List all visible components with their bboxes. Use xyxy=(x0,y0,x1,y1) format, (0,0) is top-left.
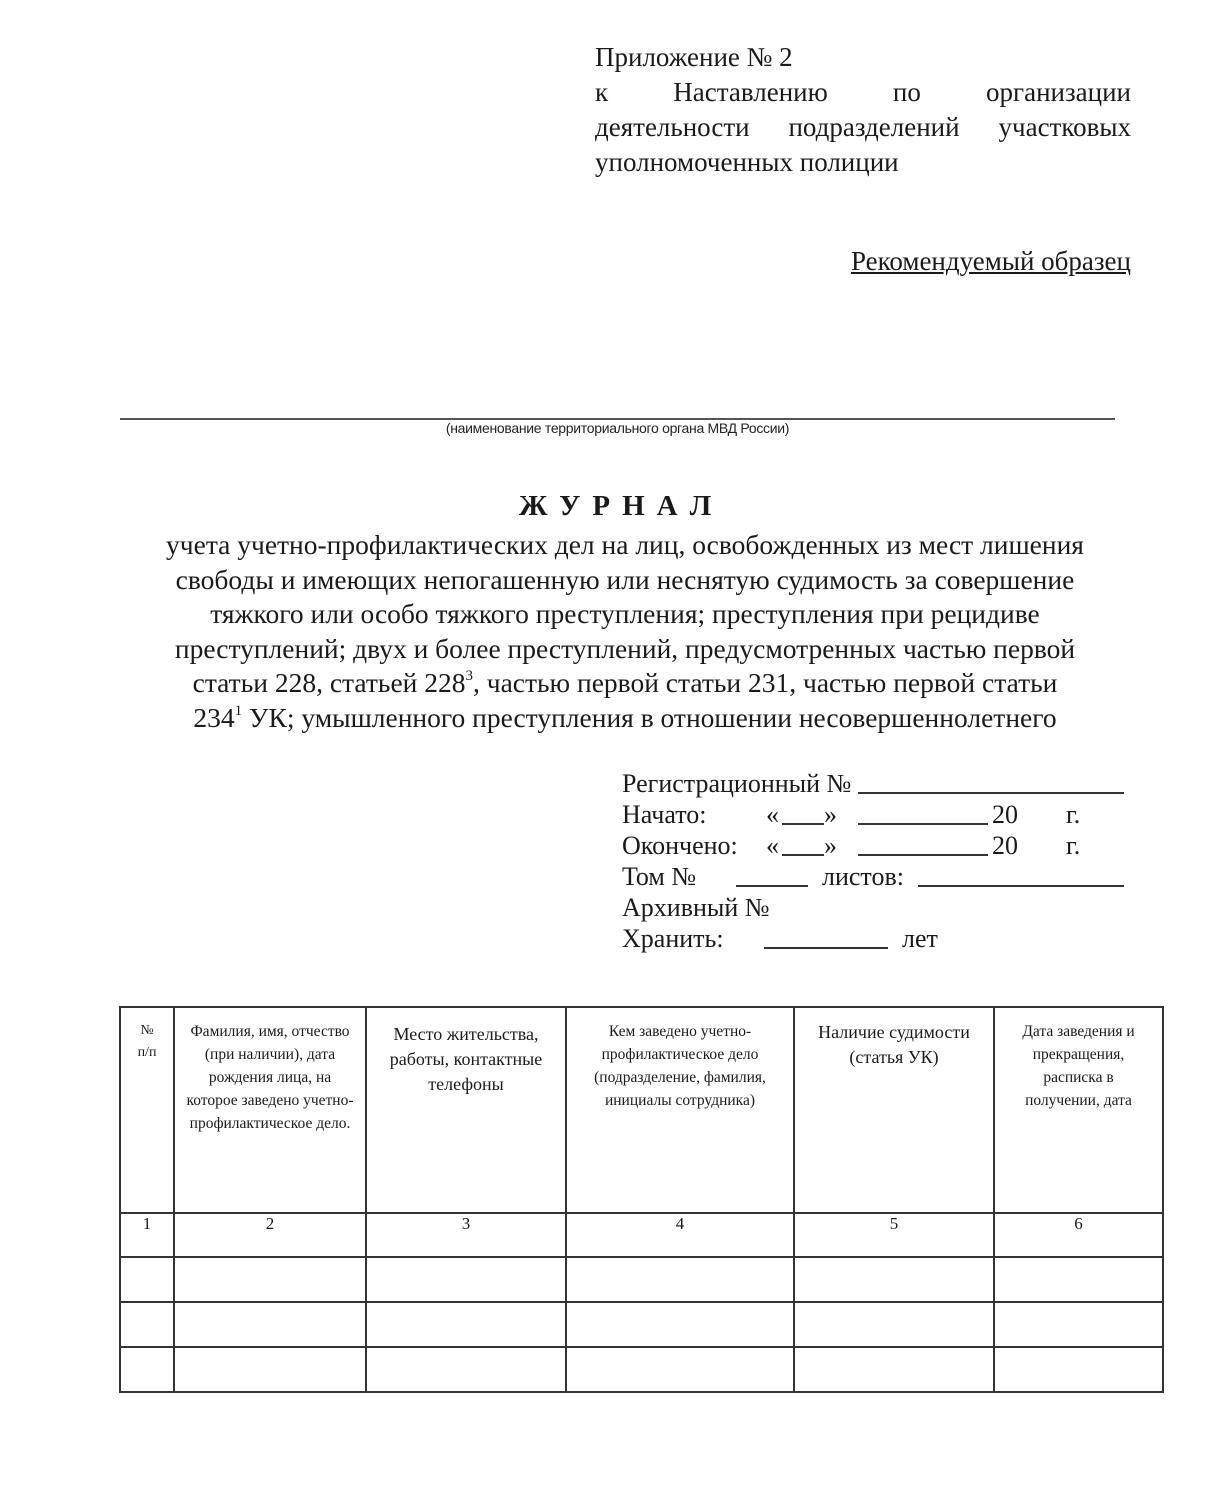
superscript: 3 xyxy=(465,668,473,685)
volume-label: Том № xyxy=(622,862,697,891)
sheets-field[interactable] xyxy=(918,861,1124,887)
keep-years-field[interactable] xyxy=(764,923,888,949)
table-cell[interactable] xyxy=(174,1302,366,1347)
volume-field[interactable] xyxy=(736,861,808,887)
column-number-row xyxy=(120,1213,1163,1257)
appendix-line: к Наставлению по организации xyxy=(595,77,1131,107)
appendix-line: деятельности подразделений участковых xyxy=(595,112,1131,142)
year-suffix: г. xyxy=(1066,800,1081,829)
years-label: лет xyxy=(902,924,938,953)
appendix-block xyxy=(595,40,1131,180)
table-row xyxy=(120,1302,1163,1347)
table-cell[interactable] xyxy=(366,1257,566,1302)
finished-row xyxy=(622,830,1142,861)
archive-label: Архивный № xyxy=(622,893,770,922)
table-header-row xyxy=(120,1007,1163,1213)
table-cell[interactable] xyxy=(366,1302,566,1347)
table-cell[interactable] xyxy=(174,1257,366,1302)
table-header-cell: Дата заведения и прекращения, расписка в получении, дата xyxy=(994,1007,1163,1213)
table-cell[interactable] xyxy=(566,1347,794,1392)
appendix-line: уполномоченных полиции xyxy=(595,147,899,177)
table-cell[interactable] xyxy=(174,1347,366,1392)
subtitle-line: учета учетно-профилактических дел на лиц, освобожденных из мест лишения xyxy=(166,529,1084,560)
registration-label: Регистрационный № xyxy=(622,769,852,798)
quote-close: » xyxy=(824,831,837,860)
table-cell[interactable] xyxy=(566,1257,794,1302)
column-number: 3 xyxy=(366,1213,566,1257)
table-header-cell: № п/п xyxy=(120,1007,174,1213)
year-prefix: 20 xyxy=(992,831,1018,860)
subtitle-line: свободы и имеющих непогашенную или неснятую судимость за совершение xyxy=(175,563,1075,595)
table-cell[interactable] xyxy=(794,1257,994,1302)
table-cell[interactable] xyxy=(120,1347,174,1392)
column-number: 1 xyxy=(120,1213,174,1257)
table-header-cell: Место жительства, работы, контактные телефоны xyxy=(366,1007,566,1213)
table-cell[interactable] xyxy=(994,1257,1163,1302)
quote-close: » xyxy=(824,800,837,829)
journal-title: ЖУРНАЛ xyxy=(518,490,724,522)
appendix-title: Приложение № 2 xyxy=(595,42,793,72)
table-cell[interactable] xyxy=(566,1302,794,1347)
quote-open: « xyxy=(766,831,779,860)
keep-label: Хранить: xyxy=(622,924,724,953)
table-cell[interactable] xyxy=(794,1347,994,1392)
subtitle-line xyxy=(110,666,1140,701)
table-header-cell: Наличие судимости (статья УК) xyxy=(794,1007,994,1213)
quote-open: « xyxy=(766,800,779,829)
sheets-label: листов: xyxy=(822,862,904,891)
journal-table xyxy=(119,1006,1164,1393)
column-number: 4 xyxy=(566,1213,794,1257)
org-name-caption: (наименование территориального органа МВД России) xyxy=(445,420,790,436)
superscript: 1 xyxy=(234,702,243,719)
registration-row xyxy=(622,768,1142,799)
started-label: Начато: xyxy=(622,800,707,829)
subtitle-text: 234 xyxy=(193,701,235,733)
column-number: 2 xyxy=(174,1213,366,1257)
year-suffix: г. xyxy=(1066,831,1081,860)
table-cell[interactable] xyxy=(994,1302,1163,1347)
subtitle-line: преступлений; двух и более преступлений, предусмотренных частью первой xyxy=(174,632,1076,664)
registration-underline xyxy=(858,768,1124,794)
year-prefix: 20 xyxy=(992,800,1018,829)
table-cell[interactable] xyxy=(120,1302,174,1347)
started-month-field[interactable] xyxy=(858,799,988,825)
keep-row xyxy=(622,923,1142,954)
journal-meta xyxy=(622,768,1142,954)
subtitle-text: статьи 228, статьей 228 xyxy=(192,667,466,699)
table-header-cell: Фамилия, имя, отчество (при наличии), дата рождения лица, на которое заведено учетно-профилактическое дело. xyxy=(174,1007,366,1213)
table-cell[interactable] xyxy=(794,1302,994,1347)
started-row xyxy=(622,799,1142,830)
subtitle-text: УК; умышленного преступления в отношении несовершеннолетнего xyxy=(242,701,1057,733)
recommended-sample-label: Рекомендуемый образец xyxy=(850,246,1131,276)
journal-subtitle xyxy=(110,528,1140,736)
table-row xyxy=(120,1347,1163,1392)
started-day-field[interactable] xyxy=(782,799,824,825)
table-cell[interactable] xyxy=(120,1257,174,1302)
column-number: 5 xyxy=(794,1213,994,1257)
table-cell[interactable] xyxy=(366,1347,566,1392)
subtitle-line: тяжкого или особо тяжкого преступления; преступления при рецидиве xyxy=(210,598,1040,630)
volume-row xyxy=(622,861,1142,892)
column-number: 6 xyxy=(994,1213,1163,1257)
subtitle-line xyxy=(110,701,1140,736)
finished-label: Окончено: xyxy=(622,831,738,860)
table-row xyxy=(120,1257,1163,1302)
archive-row xyxy=(622,892,1142,923)
finished-month-field[interactable] xyxy=(858,830,988,856)
finished-day-field[interactable] xyxy=(782,830,824,856)
subtitle-text: , частью первой статьи 231, частью первой статьи xyxy=(473,667,1058,699)
table-cell[interactable] xyxy=(994,1347,1163,1392)
table-header-cell: Кем заведено учетно-профилактическое дело (подразделение, фамилия, инициалы сотрудника) xyxy=(566,1007,794,1213)
